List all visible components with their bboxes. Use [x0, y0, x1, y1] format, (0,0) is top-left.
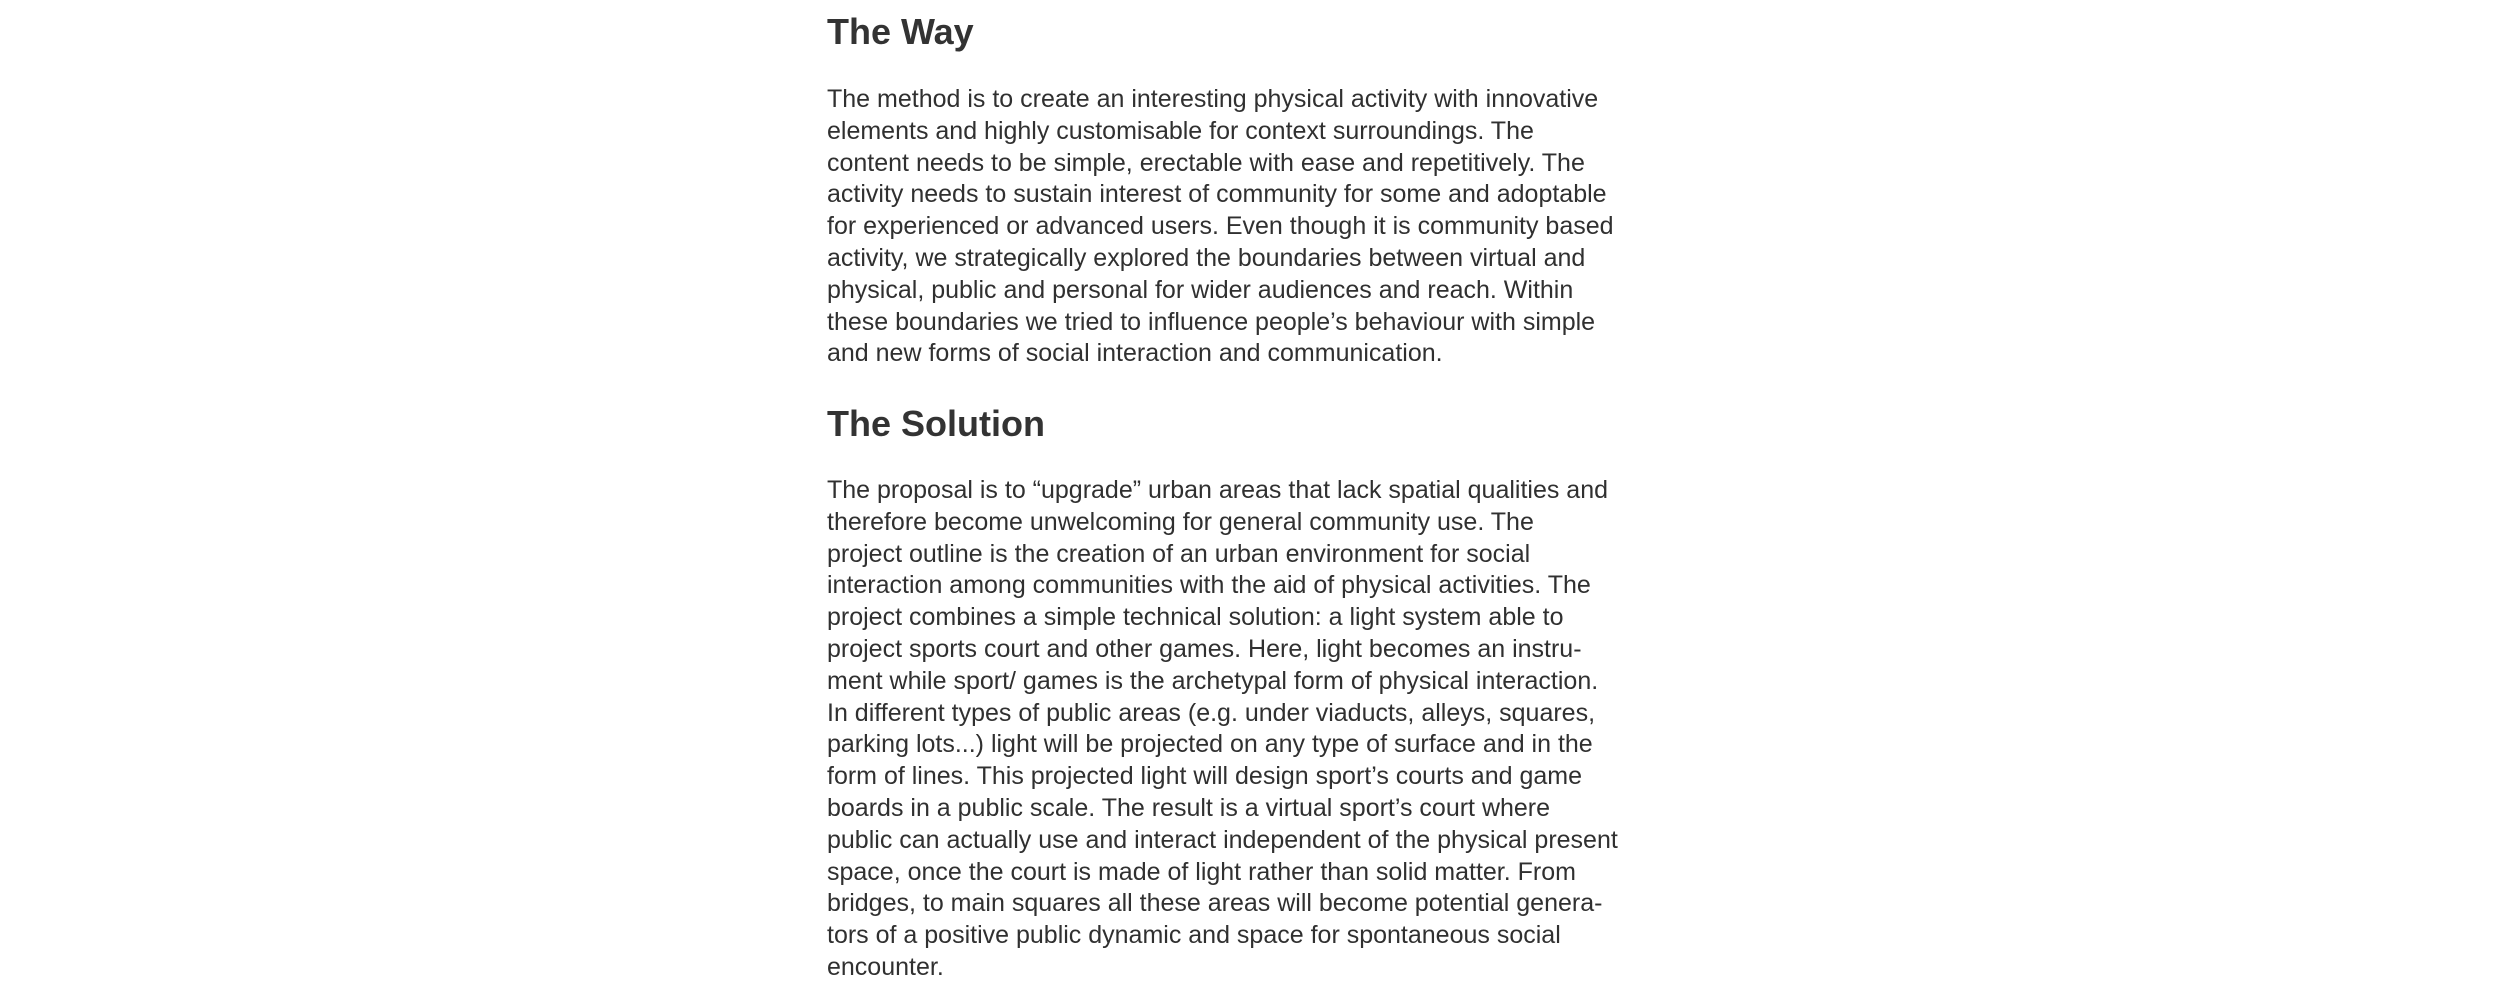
section-body-the-way	[827, 84, 1614, 370]
text-line: encounter.	[827, 952, 944, 981]
text-line: space, once the court is made of light rather than solid matter. From	[827, 857, 1576, 886]
text-line: boards in a public scale. The result is a virtual sport’s court where	[827, 793, 1551, 822]
section-title-the-way: The Way	[827, 11, 974, 52]
text-line: project outline is the creation of an urban environment for social	[827, 539, 1531, 568]
text-line: elements and highly customisable for context surroundings. The	[827, 116, 1534, 145]
text-line: project sports court and other games. Here, light becomes an instru-	[827, 634, 1582, 663]
text-line: public can actually use and interact independent of the physical present	[827, 825, 1618, 854]
text-line: parking lots...) light will be projected on any type of surface and in the	[827, 730, 1593, 759]
text-line: physical, public and personal for wider audiences and reach. Within	[827, 275, 1574, 304]
text-line: activity, we strategically explored the boundaries between virtual and	[827, 243, 1586, 272]
text-line: ment while sport/ games is the archetypal form of physical interaction.	[827, 666, 1599, 695]
text-line: interaction among communities with the aid of physical activities. The	[827, 571, 1591, 600]
text-line: therefore become unwelcoming for general community use. The	[827, 507, 1534, 536]
text-line: tors of a positive public dynamic and space for spontaneous social	[827, 921, 1561, 950]
section-title-the-solution: The Solution	[827, 403, 1045, 444]
text-line: activity needs to sustain interest of community for some and adoptable	[827, 180, 1607, 209]
text-line: these boundaries we tried to influence people’s behaviour with simple	[827, 307, 1596, 336]
text-line: form of lines. This projected light will design sport’s courts and game	[827, 762, 1582, 791]
text-line: The proposal is to “upgrade” urban areas that lack spatial qualities and	[827, 476, 1609, 504]
text-line: In different types of public areas (e.g. under viaducts, alleys, squares,	[827, 698, 1596, 727]
text-line: bridges, to main squares all these areas will become potential genera-	[827, 889, 1603, 918]
section-body-the-solution	[827, 475, 1618, 984]
text-line: The method is to create an interesting physical activity with innovative	[827, 85, 1599, 113]
text-line: and new forms of social interaction and communication.	[827, 339, 1443, 368]
text-line: for experienced or advanced users. Even though it is community based	[827, 212, 1614, 241]
text-line: project combines a simple technical solution: a light system able to	[827, 603, 1564, 632]
text-line: content needs to be simple, erectable with ease and repetitively. The	[827, 148, 1585, 177]
